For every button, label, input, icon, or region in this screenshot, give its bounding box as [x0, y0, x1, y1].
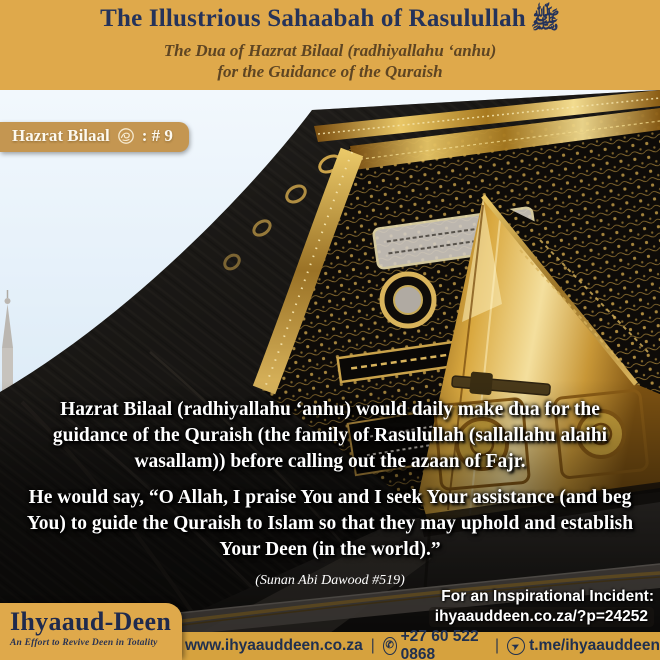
footer-separator-2: | [495, 637, 500, 654]
sallallahu-alaihi-wasallam-symbol: ﷺ [530, 6, 560, 34]
page-title [0, 0, 660, 40]
quote-block [0, 397, 660, 589]
footer-phone-group [383, 628, 487, 660]
page-title-text: The Illustrious Sahaabah of Rasulullah [100, 5, 526, 32]
quote-paragraph-2: He would say, “O Allah, I praise You and I seek Your assistance (and beg You) to guide the Quraish to Islam so that they may uphold and establish Your Deen (in the world).” [26, 487, 634, 560]
quote-paragraph-1: Hazrat Bilaal (radhiyallahu ‘anhu) would daily make dua for the guidance of the Quraish (the family of Rasulullah (sallallahu alaihi wasallam)) before calling out the azaan of Fajr. [52, 399, 608, 472]
telegram-icon: ➤ [507, 637, 525, 655]
radhiyallahu-anhu-calligraphy-icon [117, 127, 135, 145]
footer-telegram-group [507, 637, 660, 655]
logo-tagline: An Effort to Revive Deen in Totality [10, 638, 158, 648]
subtitle-line-2: for the Guidance of the Quraish [217, 62, 443, 81]
whatsapp-icon: ✆ [383, 637, 397, 655]
subtitle-line-1: The Dua of Hazrat Bilaal (radhiyallahu ‘anhu) [163, 41, 497, 60]
badge-name: Hazrat Bilaal [12, 126, 110, 145]
hadith-source: (Sunan Abi Dawood #519) [255, 573, 405, 588]
header-banner [0, 0, 660, 90]
sitara-medallion-left [382, 274, 434, 326]
footer-telegram[interactable]: t.me/ihyaauddeen [529, 637, 660, 654]
footer-website[interactable]: www.ihyaauddeen.co.za [185, 637, 363, 654]
badge-number: : # 9 [141, 126, 173, 145]
footer-phone[interactable]: +27 60 522 0868 [400, 628, 479, 660]
incident-label: For an Inspirational Incident: [441, 588, 654, 605]
incident-url[interactable]: ihyaauddeen.co.za/?p=24252 [429, 607, 654, 627]
footer-separator-1: | [370, 637, 375, 654]
badge-hazrat-bilaal-number [0, 122, 189, 152]
incident-link-block [429, 587, 654, 627]
logo-box [0, 603, 182, 660]
logo-name: Ihyaaud-Deen [10, 607, 172, 636]
